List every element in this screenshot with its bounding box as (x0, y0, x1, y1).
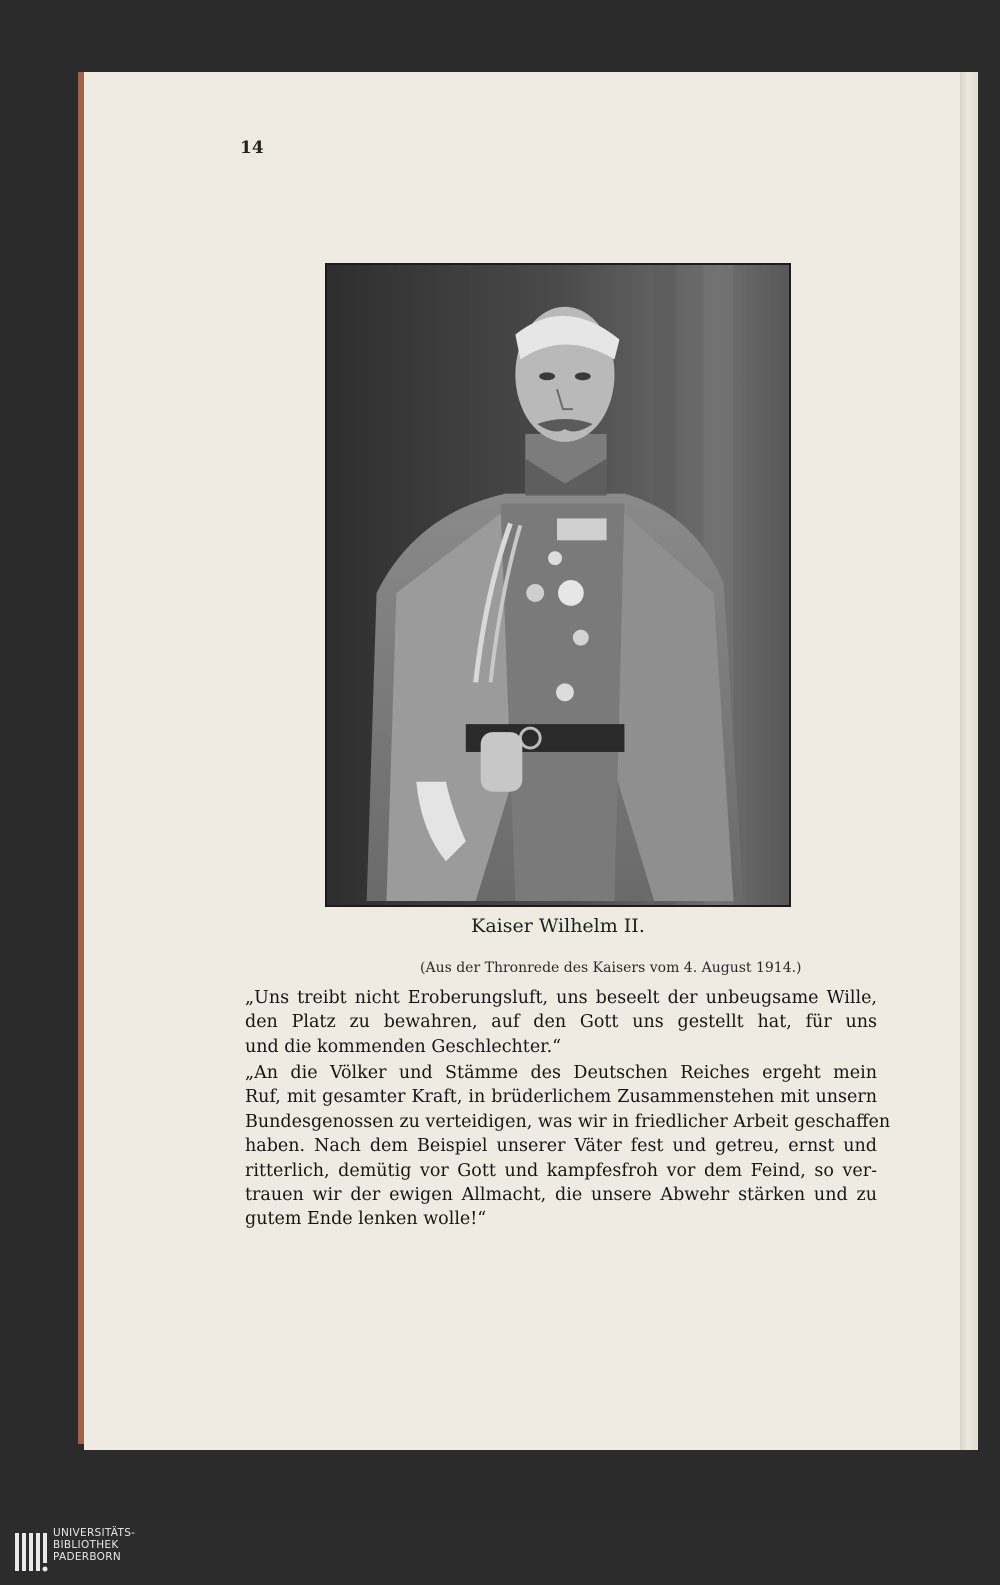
page-number: 14 (240, 138, 264, 158)
logo-line: UNIVERSITÄTS- (53, 1527, 136, 1539)
facing-page-edge (960, 72, 978, 1450)
quote-line: den Platz zu bewahren, auf den Gott uns gestellt hat, für uns (245, 1012, 877, 1033)
library-logo-text (53, 1527, 135, 1563)
logo-line: PADERBORN (53, 1551, 121, 1563)
quote-line: und die kommenden Geschlechter.“ (245, 1036, 562, 1057)
quote-line: Ruf, mit gesamter Kraft, in brüderlichem Zusammenstehen mit unsern (245, 1087, 877, 1108)
quote-paragraph-1 (245, 986, 877, 1059)
portrait-caption: Kaiser Wilhelm II. (471, 915, 645, 937)
quote-line: trauen wir der ewigen Allmacht, die unsere Abwehr stärken und zu (245, 1185, 877, 1206)
portrait-image (325, 263, 791, 907)
quote-line: haben. Nach dem Beispiel unserer Väter fest und getreu, ernst und (245, 1136, 877, 1157)
quote-line: „Uns treibt nicht Eroberungsluft, uns beseelt der unbeugsame Wille, (245, 988, 877, 1008)
quote-line: gutem Ende lenken wolle!“ (245, 1209, 487, 1230)
source-note: (Aus der Thronrede des Kaisers vom 4. August 1914.) (420, 960, 802, 976)
logo-line: BIBLIOTHEK (53, 1539, 119, 1551)
quote-line: Bundesgenossen zu verteidigen, was wir in friedlicher Arbeit geschaffen (245, 1111, 891, 1132)
quote-line: „An die Völker und Stämme des Deutschen Reiches ergeht mein (245, 1063, 877, 1083)
quote-paragraph-2 (245, 1061, 891, 1232)
footer-bar (0, 1521, 1000, 1585)
library-logo-icon (14, 1529, 50, 1575)
quote-line: ritterlich, demütig vor Gott und kampfesfroh vor dem Feind, so ver- (245, 1160, 877, 1181)
